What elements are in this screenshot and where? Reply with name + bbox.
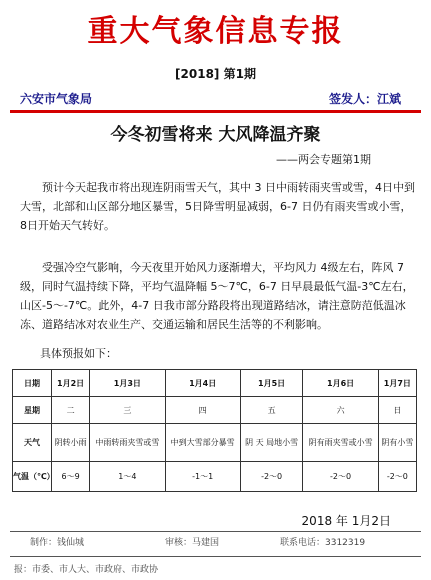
weather-cell: 中到大雪部分暴雪 <box>165 424 240 462</box>
row-label-weather: 天气 <box>13 424 52 462</box>
temp-cell: 1～4 <box>90 462 165 492</box>
paragraph-1: 预计今天起我市将出现连阴雨雪天气，其中 3 日中雨转雨夹雪或雪，4日中到大雪，北部和山区部分地区暴雪，5日降雪明显减弱，6-7 日仍有雨夹雪或小雪，8日开始天气转好。 <box>20 181 415 232</box>
date-cell: 1月7日 <box>378 370 416 397</box>
temp-cell: -2～0 <box>378 462 416 492</box>
weather-cell: 阴转小雨 <box>52 424 90 462</box>
row-label-temp: 气温（℃） <box>13 462 52 492</box>
table-row-weekday <box>13 397 417 424</box>
table-row-temp <box>13 462 417 492</box>
header-rule <box>10 110 421 113</box>
weather-cell: 阴 天 局地小雪 <box>240 424 303 462</box>
phone: 联系电话：3312319 <box>280 538 366 548</box>
issue-number: [2018] 第1期 <box>175 67 256 81</box>
paragraph-2: 受强冷空气影响，今天夜里开始风力逐渐增大，平均风力 4级左右，阵风 7 级，同时气温持续下降，平均气温降幅 5～7℃，6-7 日早晨最低气温-3℃左右，山区-5～-7℃。此外，4-7 日我市部分路段将出现道路结冰，请注意防范低温冰冻、道路结冰对农业生产、交通运输和居民生活等的不利影响。 <box>20 261 414 331</box>
table-row-date <box>13 370 417 397</box>
forecast-lead: 具体预报如下： <box>40 347 117 360</box>
temp-cell: -2～0 <box>240 462 303 492</box>
issue-date: 2018 年 1月2日 <box>301 514 391 528</box>
date-cell: 1月4日 <box>165 370 240 397</box>
weekday-cell: 三 <box>90 397 165 424</box>
temp-cell: -2～0 <box>303 462 378 492</box>
report-title: 重大气象信息专报 <box>87 14 344 49</box>
temp-cell: -1～1 <box>165 462 240 492</box>
table-row-weather <box>13 424 417 462</box>
weather-cell: 阴有雨夹雪或小雪 <box>303 424 378 462</box>
row-label-weekday: 星期 <box>13 397 52 424</box>
issuing-org: 六安市气象局 <box>20 92 93 106</box>
weather-cell: 阴有小雪 <box>378 424 416 462</box>
weather-cell: 中雨转雨夹雪或雪 <box>90 424 165 462</box>
weekday-cell: 六 <box>303 397 378 424</box>
date-cell: 1月3日 <box>90 370 165 397</box>
footer-divider-2 <box>10 556 421 557</box>
date-cell: 1月2日 <box>52 370 90 397</box>
subheadline: ——两会专题第1期 <box>276 153 371 166</box>
footer-divider <box>10 531 421 532</box>
reviewer: 审核：马建国 <box>165 538 220 548</box>
signer: 签发人：江斌 <box>328 92 401 106</box>
maker: 制作：钱仙城 <box>30 538 85 548</box>
forecast-table <box>12 369 417 492</box>
weekday-cell: 二 <box>52 397 90 424</box>
weekday-cell: 四 <box>165 397 240 424</box>
date-cell: 1月5日 <box>240 370 303 397</box>
weekday-cell: 日 <box>378 397 416 424</box>
headline: 今冬初雪将来 大风降温齐聚 <box>110 125 321 145</box>
recipients: 报：市委、市人大、市政府、市政协 <box>14 565 159 575</box>
date-cell: 1月6日 <box>303 370 378 397</box>
temp-cell: 6～9 <box>52 462 90 492</box>
row-label-date: 日期 <box>13 370 52 397</box>
weekday-cell: 五 <box>240 397 303 424</box>
